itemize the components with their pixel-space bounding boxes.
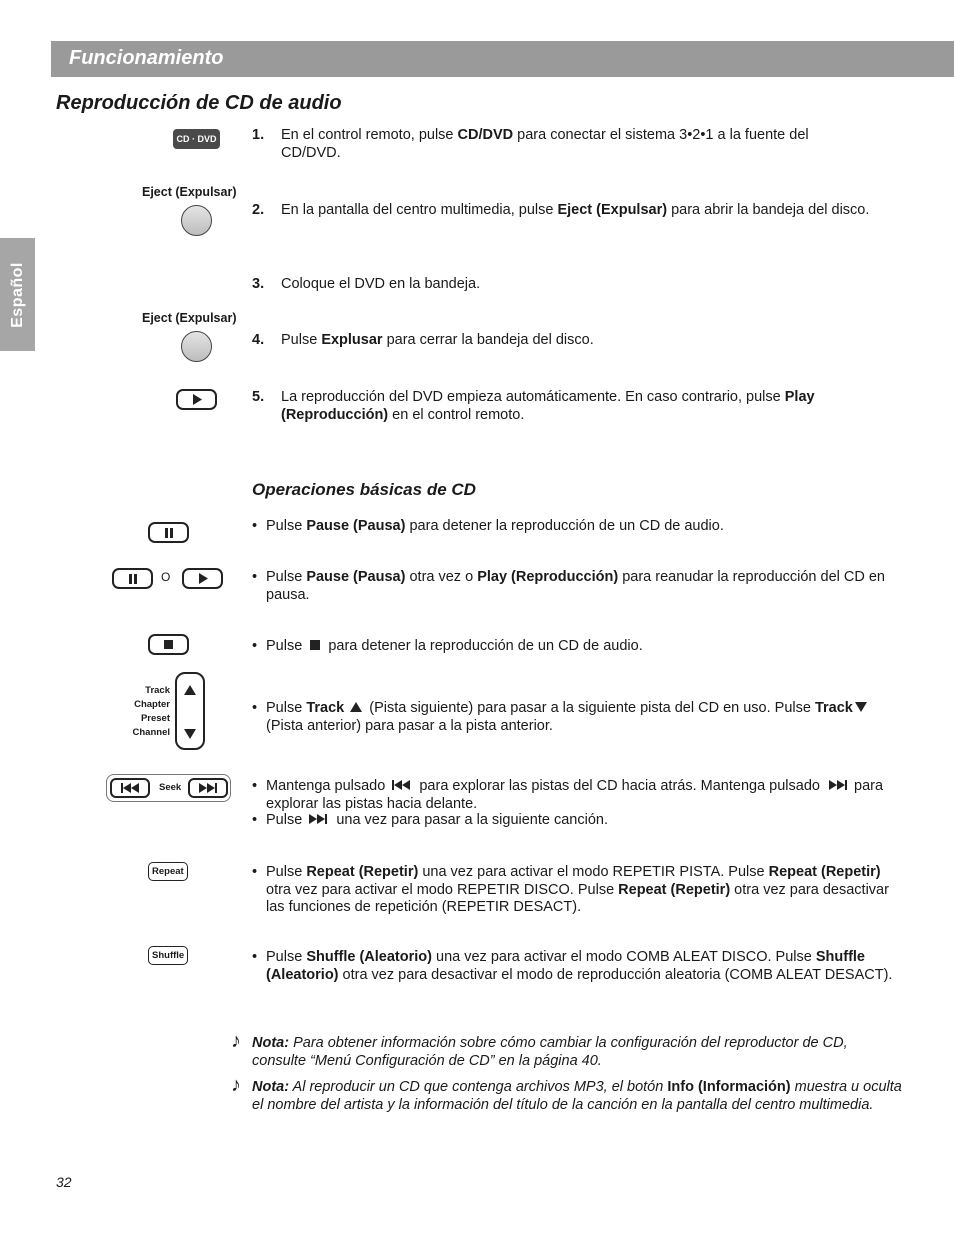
pause-button-icon bbox=[148, 522, 189, 543]
bullet-seek-next: • Pulse una vez para pasar a la siguiente canción. bbox=[252, 812, 608, 828]
down-arrow-icon bbox=[855, 702, 867, 712]
play-button-icon bbox=[176, 389, 217, 410]
note-1: Nota: Para obtener información sobre cómo cambiar la configuración del reproductor de CD, consulte “Menú Configuración de CD” en la página 40. bbox=[252, 1035, 848, 1069]
skip-back-icon bbox=[391, 780, 411, 790]
shuffle-button-icon: Shuffle bbox=[148, 946, 188, 965]
note-2: Nota: Al reproducir un CD que contenga archivos MP3, el botón Info (Información) muestra u oculta el nombre del artista y la información del título de la canción en la pantalla del centro multimedia. bbox=[252, 1079, 902, 1113]
track-rocker-icon bbox=[175, 672, 205, 750]
step-text: En la pantalla del centro multimedia, pulse Eject (Expulsar) para abrir la bandeja del disco. bbox=[281, 202, 870, 218]
skip-forward-icon bbox=[828, 780, 848, 790]
section-title: Reproducción de CD de audio bbox=[56, 92, 342, 114]
step-number: 1. bbox=[252, 127, 265, 143]
eject-button-icon bbox=[181, 331, 212, 362]
step-text: En el control remoto, pulse CD/DVD para conectar el sistema 3•2•1 a la fuente del CD/DVD. bbox=[281, 127, 809, 161]
step-number: 4. bbox=[252, 332, 265, 348]
seek-buttons-icon bbox=[106, 774, 231, 802]
eject-button-icon bbox=[181, 205, 212, 236]
eject-label: Eject (Expulsar) bbox=[142, 185, 237, 199]
header-title: Funcionamiento bbox=[69, 47, 224, 69]
track-labels: Track Chapter Preset Channel bbox=[132, 685, 170, 738]
music-note-icon: ♪ bbox=[231, 1074, 241, 1096]
bullet-repeat: • Pulse Repeat (Repetir) una vez para activar el modo REPETIR PISTA. Pulse Repeat (Repetir) otra vez para activar el modo REPETIR DISCO. Pulse Repeat (Repetir) otra vez para desactivar las funciones de repetición (REPETIR DESACT). bbox=[252, 864, 889, 915]
step-text: Coloque el DVD en la bandeja. bbox=[281, 276, 481, 292]
play-button-icon bbox=[182, 568, 223, 589]
or-text: O bbox=[161, 570, 171, 584]
skip-forward-icon bbox=[188, 778, 228, 798]
step-text: Pulse Explusar para cerrar la bandeja del disco. bbox=[281, 332, 594, 348]
stop-icon bbox=[309, 639, 321, 651]
step-number: 2. bbox=[252, 202, 265, 218]
subsection-title: Operaciones básicas de CD bbox=[252, 480, 476, 499]
page-number: 32 bbox=[56, 1174, 72, 1190]
bullet-stop: • Pulse para detener la reproducción de un CD de audio. bbox=[252, 638, 643, 654]
bullet-shuffle: • Pulse Shuffle (Aleatorio) una vez para activar el modo COMB ALEAT DISCO. Pulse Shuffle (Aleatorio) otra vez para desactivar el modo de reproducción aleatoria (COMB ALEAT DESACT). bbox=[252, 949, 893, 983]
music-note-icon: ♪ bbox=[231, 1030, 241, 1052]
language-tab bbox=[0, 238, 35, 351]
eject-label: Eject (Expulsar) bbox=[142, 311, 237, 325]
cd-dvd-button-icon: CD · DVD bbox=[173, 129, 220, 149]
bullet-seek: • Mantenga pulsado para explorar las pistas del CD hacia atrás. Mantenga pulsado para explorar las pistas hacia delante. bbox=[252, 778, 884, 812]
step-number: 3. bbox=[252, 276, 265, 292]
bullet-resume: • Pulse Pause (Pausa) otra vez o Play (Reproducción) para reanudar la reproducción del CD en pausa. bbox=[252, 569, 885, 603]
step-number: 5. bbox=[252, 389, 265, 405]
stop-button-icon bbox=[148, 634, 189, 655]
bullet-track: • Pulse Track (Pista siguiente) para pasar a la siguiente pista del CD en uso. Pulse Track (Pista anterior) para pasar a la pista anterior. bbox=[266, 700, 896, 735]
skip-forward-icon bbox=[308, 814, 328, 824]
bullet-pause: • Pulse Pause (Pausa) para detener la reproducción de un CD de audio. bbox=[252, 518, 724, 534]
seek-label: Seek bbox=[159, 782, 182, 793]
language-tab-label: Español bbox=[8, 261, 26, 328]
skip-back-icon bbox=[110, 778, 150, 798]
repeat-button-icon: Repeat bbox=[148, 862, 188, 881]
pause-button-icon bbox=[112, 568, 153, 589]
header-bar bbox=[51, 41, 954, 77]
step-text: La reproducción del DVD empieza automáticamente. En caso contrario, pulse Play (Reproducción) en el control remoto. bbox=[281, 389, 815, 423]
up-arrow-icon bbox=[350, 702, 362, 712]
